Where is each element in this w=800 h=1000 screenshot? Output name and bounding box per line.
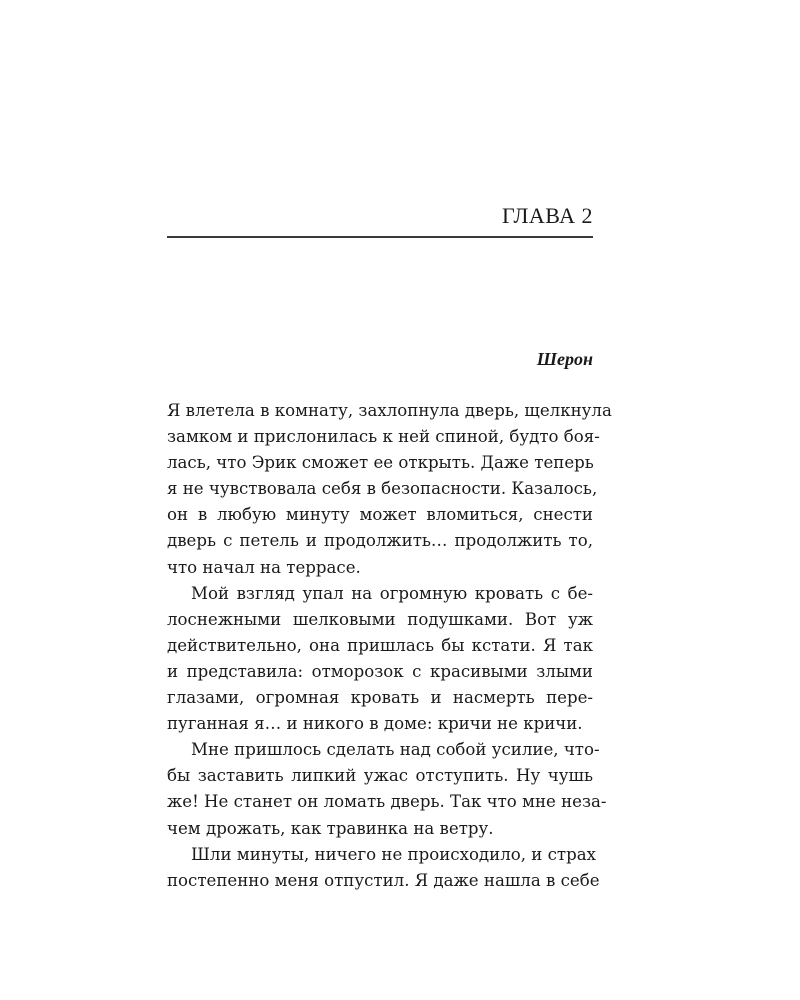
text-line: он в любую минуту может вломиться, снести [167,505,593,525]
text-line: глазами, огромная кровать и насмерть пере- [167,688,593,708]
pov-character-name: Шерон [536,349,593,369]
text-line: лась, что Эрик сможет ее открыть. Даже теперь [167,453,594,473]
text-line: дверь с петель и продолжить… продолжить то, [167,531,593,551]
text-line: Мой взгляд упал на огромную кровать с бе- [191,583,593,603]
text-line: бы заставить липкий ужас отступить. Ну чушь [167,766,593,786]
chapter-header [167,200,593,238]
paragraph-1 [167,398,612,581]
body-text [167,398,612,894]
paragraph-3 [167,737,607,841]
text-line: Я влетела в комнату, захлопнула дверь, щелкнула [167,401,612,420]
text-line: я не чувствовала себя в безопасности. Казалось, [167,479,598,499]
text-line: же! Не станет он ломать дверь. Так что мне неза- [167,792,607,812]
paragraph-2 [167,581,593,738]
text-line: что начал на террасе. [167,557,361,577]
text-line: и представила: отморозок с красивыми злыми [167,661,593,681]
text-line: пуганная я… и никого в доме: кричи не кричи. [167,714,583,734]
paragraph-4 [167,842,600,894]
text-line: постепенно меня отпустил. Я даже нашла в себе [167,870,600,890]
text-line: Шли минуты, ничего не происходило, и страх [191,844,596,864]
text-line: лоснежными шелковыми подушками. Вот уж [167,609,593,629]
text-line: действительно, она пришлась бы кстати. Я так [167,635,593,655]
text-line: чем дрожать, как травинка на ветру. [167,818,494,838]
text-line: Мне пришлось сделать над собой усилие, что- [191,740,600,760]
text-line: замком и прислонилась к ней спиной, будто боя- [167,427,600,447]
chapter-title: ГЛАВА 2 [501,203,593,228]
